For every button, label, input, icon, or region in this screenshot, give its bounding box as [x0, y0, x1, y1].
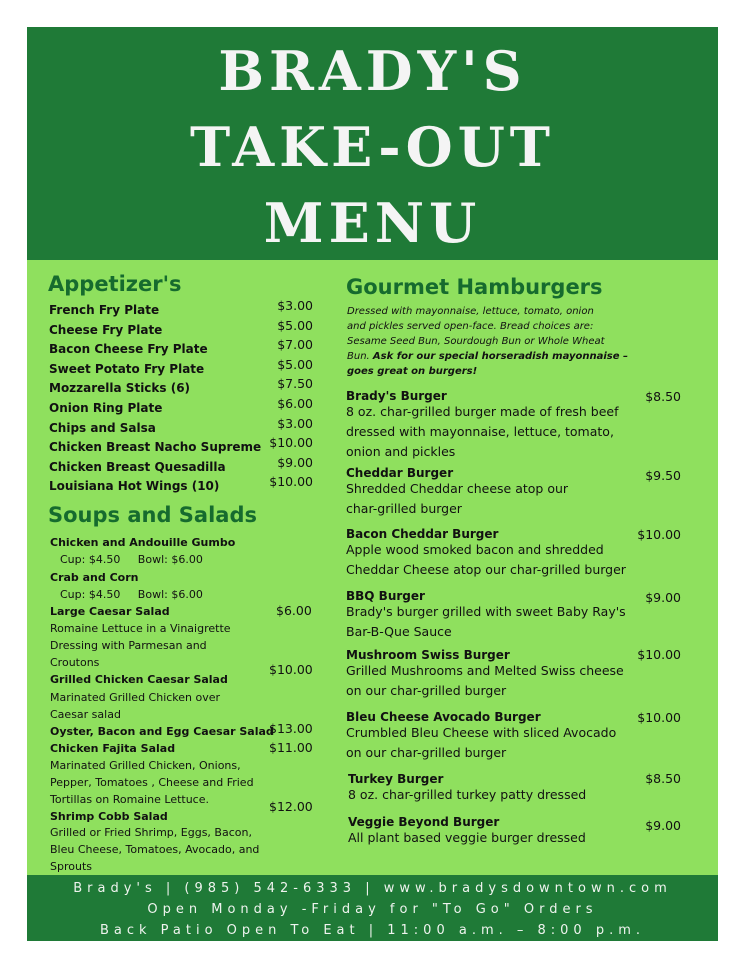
burger-price: $10.00	[637, 647, 681, 662]
burgers-intro-4	[347, 349, 637, 364]
burger-name: Bacon Cheddar Burger	[346, 527, 499, 541]
shrimp-desc-3: Sprouts	[50, 860, 92, 873]
burger-price: $9.50	[645, 468, 681, 483]
burger-name: Brady's Burger	[346, 389, 447, 403]
burger-desc: Cheddar Cheese atop our char-grilled burger	[346, 562, 626, 577]
burger-price: $10.00	[637, 710, 681, 725]
burger-name: Veggie Beyond Burger	[348, 815, 500, 829]
burger-desc: Bar-B-Que Sauce	[346, 624, 452, 639]
burger-price: $8.50	[645, 771, 681, 786]
burger-desc: 8 oz. char-grilled burger made of fresh beef	[346, 404, 619, 419]
oyster-name: Oyster, Bacon and Egg Caesar Salad	[50, 725, 274, 738]
appetizer-price: $10.00	[269, 435, 313, 451]
burger-name: Bleu Cheese Avocado Burger	[346, 710, 541, 724]
appetizer-name: Sweet Potato Fry Plate	[49, 361, 205, 376]
header-line-1: BRADY'S	[218, 39, 527, 103]
burger-desc: Grilled Mushrooms and Melted Swiss cheese	[346, 663, 624, 678]
grilled-name: Grilled Chicken Caesar Salad	[50, 673, 228, 686]
menu-header	[27, 27, 718, 260]
shrimp-desc-1: Grilled or Fried Shrimp, Eggs, Bacon,	[50, 826, 252, 839]
burgers-intro-1: Dressed with mayonnaise, lettuce, tomato, onion	[347, 306, 594, 317]
appetizer-name: French Fry Plate	[49, 303, 160, 317]
oyster-price: $13.00	[269, 721, 313, 736]
footer-line-1: Brady's | (985) 542-6333 | www.bradysdowntown.com	[73, 881, 672, 896]
burgers-intro-5: goes great on burgers!	[347, 366, 478, 377]
burger-name: BBQ Burger	[346, 589, 425, 603]
menu-footer	[27, 875, 718, 941]
burgers-intro-3: Sesame Seed Bun, Sourdough Bun or Whole Wheat	[347, 336, 605, 347]
crab-sizes: Cup: $4.50 Bowl: $6.00	[60, 588, 203, 601]
appetizer-name: Chips and Salsa	[49, 420, 156, 435]
appetizer-name: Mozzarella Sticks (6)	[49, 381, 191, 396]
caesar-desc-1: Romaine Lettuce in a Vinaigrette	[50, 622, 231, 635]
appetizer-price: $5.00	[277, 317, 313, 333]
burger-desc: Apple wood smoked bacon and shredded	[346, 542, 604, 557]
burger-desc: 8 oz. char-grilled turkey patty dressed	[348, 787, 587, 802]
fajita-desc-3: Tortillas on Romaine Lettuce.	[50, 793, 209, 806]
grilled-desc-2: Caesar salad	[50, 708, 121, 721]
crab-name: Crab and Corn	[50, 571, 139, 584]
burger-price: $10.00	[637, 527, 681, 542]
appetizer-price: $7.50	[277, 376, 313, 392]
footer-line-3: Back Patio Open To Eat | 11:00 a.m. – 8:00 p.m.	[99, 923, 646, 938]
burger-desc: Shredded Cheddar cheese atop our	[346, 481, 569, 496]
burger-desc: Crumbled Bleu Cheese with sliced Avocado	[346, 725, 617, 740]
grilled-price: $10.00	[269, 662, 313, 677]
burger-desc: char-grilled burger	[346, 501, 462, 516]
burger-desc: on our char-grilled burger	[346, 745, 507, 760]
grilled-desc-1: Marinated Grilled Chicken over	[50, 691, 221, 704]
shrimp-name: Shrimp Cobb Salad	[50, 810, 168, 823]
shrimp-price: $12.00	[269, 799, 313, 814]
appetizer-price: $5.00	[277, 356, 313, 372]
fajita-name: Chicken Fajita Salad	[50, 742, 176, 755]
burger-desc: dressed with mayonnaise, lettuce, tomato,	[346, 424, 614, 439]
burger-price: $9.00	[645, 818, 681, 833]
caesar-price: $6.00	[276, 603, 312, 618]
appetizer-price: $9.00	[277, 454, 313, 470]
burger-desc: All plant based veggie burger dressed	[348, 830, 586, 845]
burger-name: Turkey Burger	[348, 772, 444, 786]
appetizer-price: $3.00	[277, 298, 313, 313]
burger-desc: Brady's burger grilled with sweet Baby Ray's	[346, 604, 626, 619]
burger-price: $9.00	[645, 590, 681, 605]
burger-desc: onion and pickles	[346, 444, 456, 459]
fajita-price: $11.00	[269, 740, 313, 755]
caesar-name: Large Caesar Salad	[50, 605, 170, 618]
burger-desc: on our char-grilled burger	[346, 683, 507, 698]
footer-line-2: Open Monday -Friday for "To Go" Orders	[147, 902, 598, 917]
appetizer-price: $10.00	[269, 474, 313, 490]
gumbo-sizes: Cup: $4.50 Bowl: $6.00	[60, 553, 203, 566]
appetizer-name: Onion Ring Plate	[49, 401, 163, 415]
appetizer-price: $7.00	[277, 337, 313, 353]
fajita-desc-2: Pepper, Tomatoes , Cheese and Fried	[50, 776, 254, 789]
burgers-intro-2: and pickles served open-face. Bread choices are:	[347, 321, 594, 332]
caesar-desc-2: Dressing with Parmesan and	[50, 639, 207, 652]
gumbo-name: Chicken and Andouille Gumbo	[50, 536, 236, 549]
appetizer-price: $6.00	[277, 396, 313, 411]
fajita-desc-1: Marinated Grilled Chicken, Onions,	[50, 759, 241, 772]
caesar-desc-3: Croutons	[50, 656, 100, 669]
burgers-intro	[347, 304, 637, 379]
appetizer-name: Cheese Fry Plate	[49, 322, 163, 337]
appetizer-price: $3.00	[277, 415, 313, 431]
appetizer-name: Chicken Breast Quesadilla	[49, 459, 226, 474]
burger-name: Cheddar Burger	[346, 466, 454, 480]
appetizers-title: Appetizer's	[48, 272, 182, 296]
soups-title: Soups and Salads	[48, 503, 258, 527]
header-line-2: TAKE-OUT	[190, 115, 555, 179]
burgers-title: Gourmet Hamburgers	[346, 275, 603, 299]
appetizer-name: Bacon Cheese Fry Plate	[49, 342, 208, 357]
shrimp-desc-2: Bleu Cheese, Tomatoes, Avocado, and	[50, 843, 260, 856]
burgers-intro-4a: Bun.	[347, 351, 373, 362]
header-line-3: MENU	[263, 191, 482, 255]
appetizer-name: Louisiana Hot Wings (10)	[49, 479, 220, 494]
burger-name: Mushroom Swiss Burger	[346, 648, 510, 662]
burgers-intro-4b: Ask for our special horseradish mayonnaise –	[372, 351, 629, 362]
burger-price: $8.50	[645, 389, 681, 404]
appetizer-name: Chicken Breast Nacho Supreme	[49, 440, 262, 455]
